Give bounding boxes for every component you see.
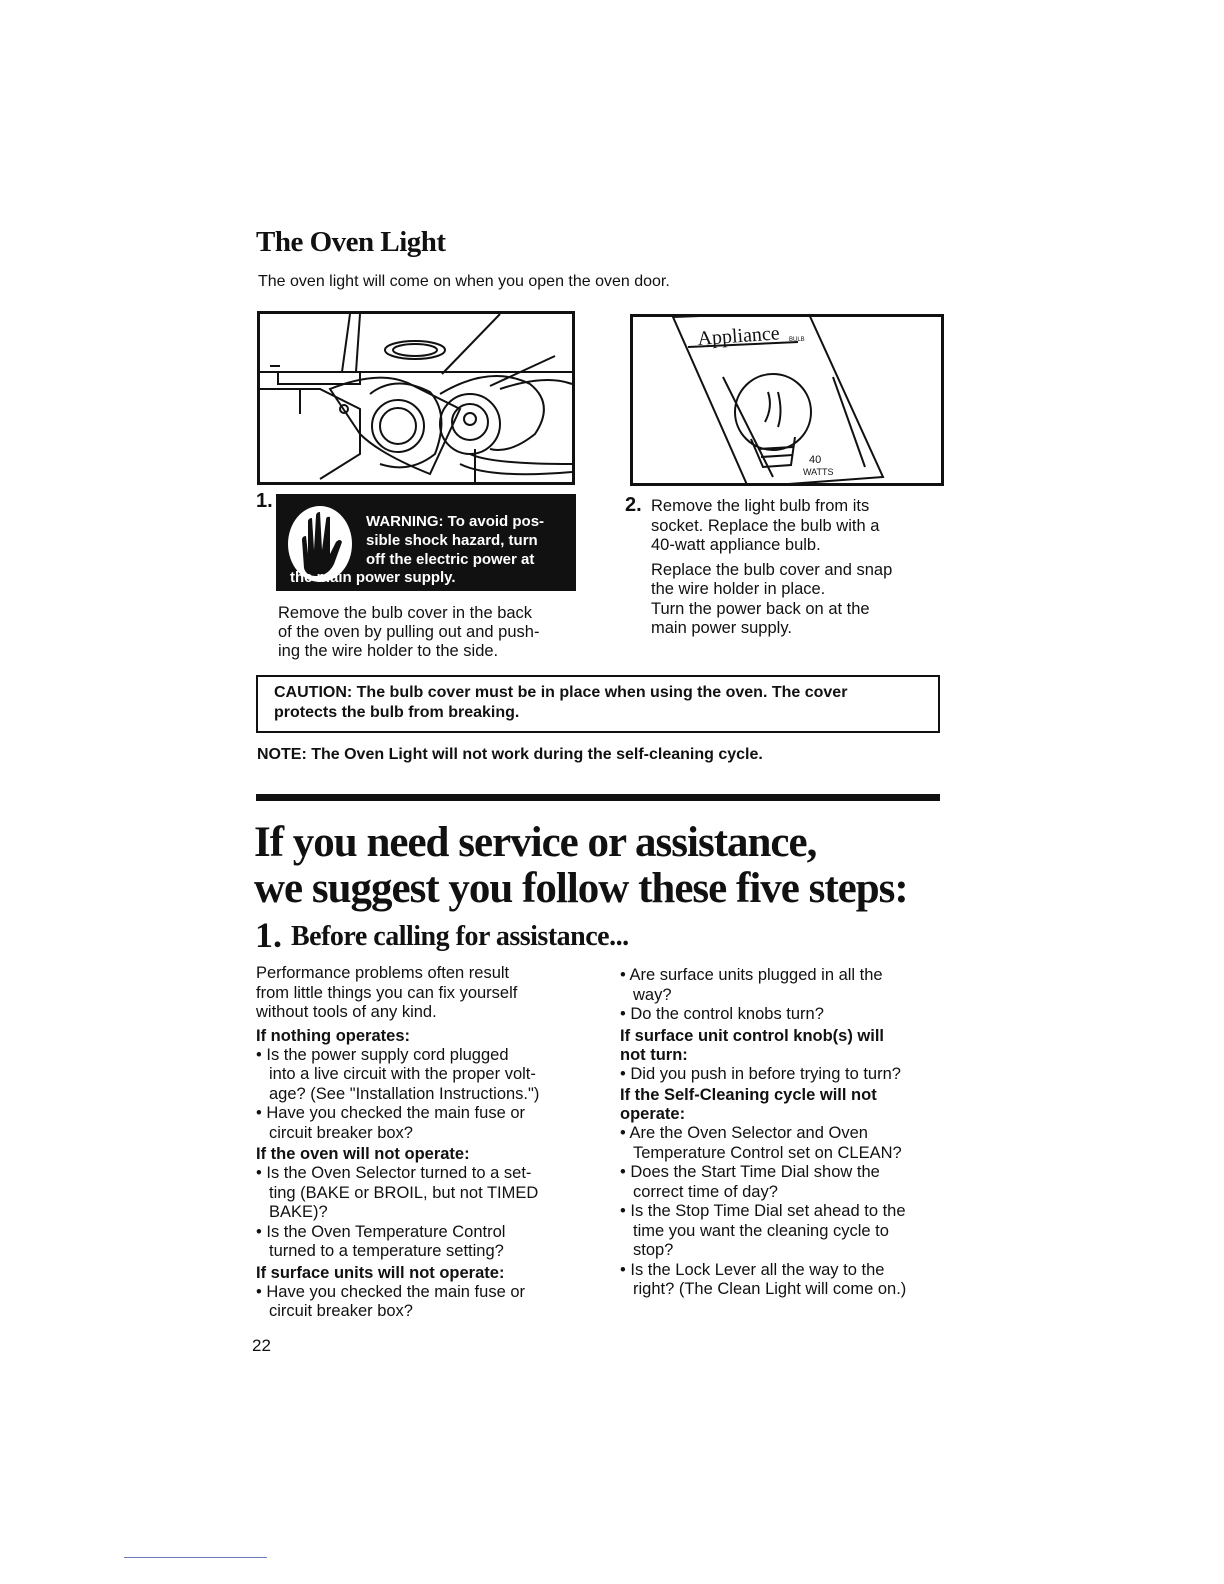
right-heading-knobs-line-1: If surface unit control knob(s) will [620, 1026, 885, 1045]
right-bullet-5-line-2: correct time of day? [633, 1182, 778, 1201]
step-2-line-3: 40-watt appliance bulb. [651, 536, 821, 554]
step-1-line-1: Remove the bulb cover in the back [278, 604, 533, 622]
service-left-column [256, 964, 586, 1322]
section-divider [256, 794, 940, 801]
left-intro-line-1: Performance problems often result [256, 964, 510, 982]
section-title: The Oven Light [256, 226, 446, 258]
right-bullet-7-line-2: right? (The Clean Light will come on.) [633, 1280, 907, 1298]
step-2-number: 2. [625, 494, 642, 516]
right-bullet-6-line-1: • Is the Stop Time Dial set ahead to the [620, 1202, 906, 1220]
right-bullet-1-line-1: • Are surface units plugged in all the [620, 966, 883, 984]
left-bullet-2-line-1: • Have you checked the main fuse or [256, 1104, 526, 1122]
warning-line-4: the main power supply. [290, 569, 456, 586]
warning-line-1: WARNING: To avoid pos- [366, 513, 545, 530]
left-heading-oven-not-operate: If the oven will not operate: [256, 1145, 470, 1163]
caution-line-1: CAUTION: The bulb cover must be in place when using the oven. The cover [274, 684, 848, 701]
left-intro-line-3: without tools of any kind. [256, 1003, 437, 1021]
left-bullet-1-line-3: age? (See "Installation Instructions.") [269, 1084, 540, 1103]
right-bullet-2-line-1: • Do the control knobs turn? [620, 1005, 824, 1023]
right-bullet-4-line-2: Temperature Control set on CLEAN? [633, 1143, 902, 1162]
intro-text: The oven light will come on when you open the oven door. [258, 273, 670, 290]
service-step-title: Before calling for assistance... [291, 921, 629, 952]
step-2-line-7: main power supply. [651, 619, 792, 637]
right-bullet-1-line-2: way? [633, 985, 672, 1004]
page-number: 22 [252, 1336, 271, 1355]
right-bullet-4-line-1: • Are the Oven Selector and Oven [620, 1124, 868, 1142]
step-1-line-2: of the oven by pulling out and push- [278, 623, 540, 641]
step-2-line-6: Turn the power back on at the [651, 599, 870, 618]
left-bullet-1-line-2: into a live circuit with the proper volt- [269, 1065, 536, 1083]
step-2-line-1: Remove the light bulb from its [651, 497, 870, 515]
step-2-line-4: Replace the bulb cover and snap [651, 560, 893, 579]
right-heading-self-clean-line-1: If the Self-Cleaning cycle will not [620, 1086, 877, 1104]
step-1-line-3: ing the wire holder to the side. [278, 642, 499, 660]
warning-line-2: sible shock hazard, turn [366, 532, 538, 549]
right-bullet-7-line-1: • Is the Lock Lever all the way to the [620, 1260, 885, 1279]
service-headline-line-1: If you need service or assistance, [254, 819, 817, 866]
service-headline-line-2: we suggest you follow these five steps: [254, 865, 908, 912]
left-intro-line-2: from little things you can fix yourself [256, 983, 518, 1002]
caution-line-2: protects the bulb from breaking. [274, 704, 520, 721]
right-heading-knobs-line-2: not turn: [620, 1045, 688, 1064]
figure-appliance-bulb [630, 314, 944, 486]
service-headline [254, 820, 908, 912]
left-bullet-3-line-2: ting (BAKE or BROIL, but not TIMED [269, 1183, 539, 1202]
bulb-package-label: Appliance [696, 322, 781, 350]
figure-oven-interior [257, 311, 575, 485]
service-step-number: 1. [255, 915, 282, 955]
left-bullet-4-line-2: turned to a temperature setting? [269, 1242, 504, 1260]
left-bullet-2-line-2: circuit breaker box? [269, 1123, 413, 1142]
step-1-text [278, 604, 539, 661]
right-bullet-6-line-3: stop? [633, 1241, 674, 1259]
caution-box [256, 675, 940, 733]
warning-box [276, 494, 576, 591]
right-bullet-6-line-2: time you want the cleaning cycle to [633, 1221, 889, 1240]
left-bullet-3-line-1: • Is the Oven Selector turned to a set- [256, 1164, 532, 1182]
bulb-watts-unit: WATTS [803, 467, 834, 477]
left-bullet-5-line-2: circuit breaker box? [269, 1302, 413, 1320]
bulb-package-sublabel: BULB [789, 337, 805, 343]
appliance-bulb-package-illustration [633, 317, 941, 483]
step-2-line-2: socket. Replace the bulb with a [651, 516, 880, 535]
left-heading-surface-units: If surface units will not operate: [256, 1263, 505, 1282]
right-bullet-5-line-1: • Does the Start Time Dial show the [620, 1163, 880, 1181]
step-2-text [651, 497, 892, 639]
step-1-number: 1. [256, 490, 273, 512]
warning-line-3: off the electric power at [366, 551, 535, 568]
right-heading-self-clean-line-2: operate: [620, 1105, 686, 1123]
left-bullet-5-line-1: • Have you checked the main fuse or [256, 1282, 526, 1301]
oven-bulb-cover-illustration [260, 314, 572, 482]
left-heading-nothing-operates: If nothing operates: [256, 1026, 410, 1045]
bulb-watts-number: 40 [809, 454, 822, 466]
right-bullet-3-line-1: • Did you push in before trying to turn? [620, 1064, 901, 1083]
note-text: NOTE: The Oven Light will not work during the self-cleaning cycle. [257, 746, 763, 763]
left-bullet-3-line-3: BAKE)? [269, 1203, 328, 1221]
step-2-line-5: the wire holder in place. [651, 580, 826, 598]
service-right-column [620, 966, 940, 1300]
left-bullet-4-line-1: • Is the Oven Temperature Control [256, 1222, 506, 1241]
footer-line [124, 1557, 267, 1558]
left-bullet-1-line-1: • Is the power supply cord plugged [256, 1045, 509, 1064]
